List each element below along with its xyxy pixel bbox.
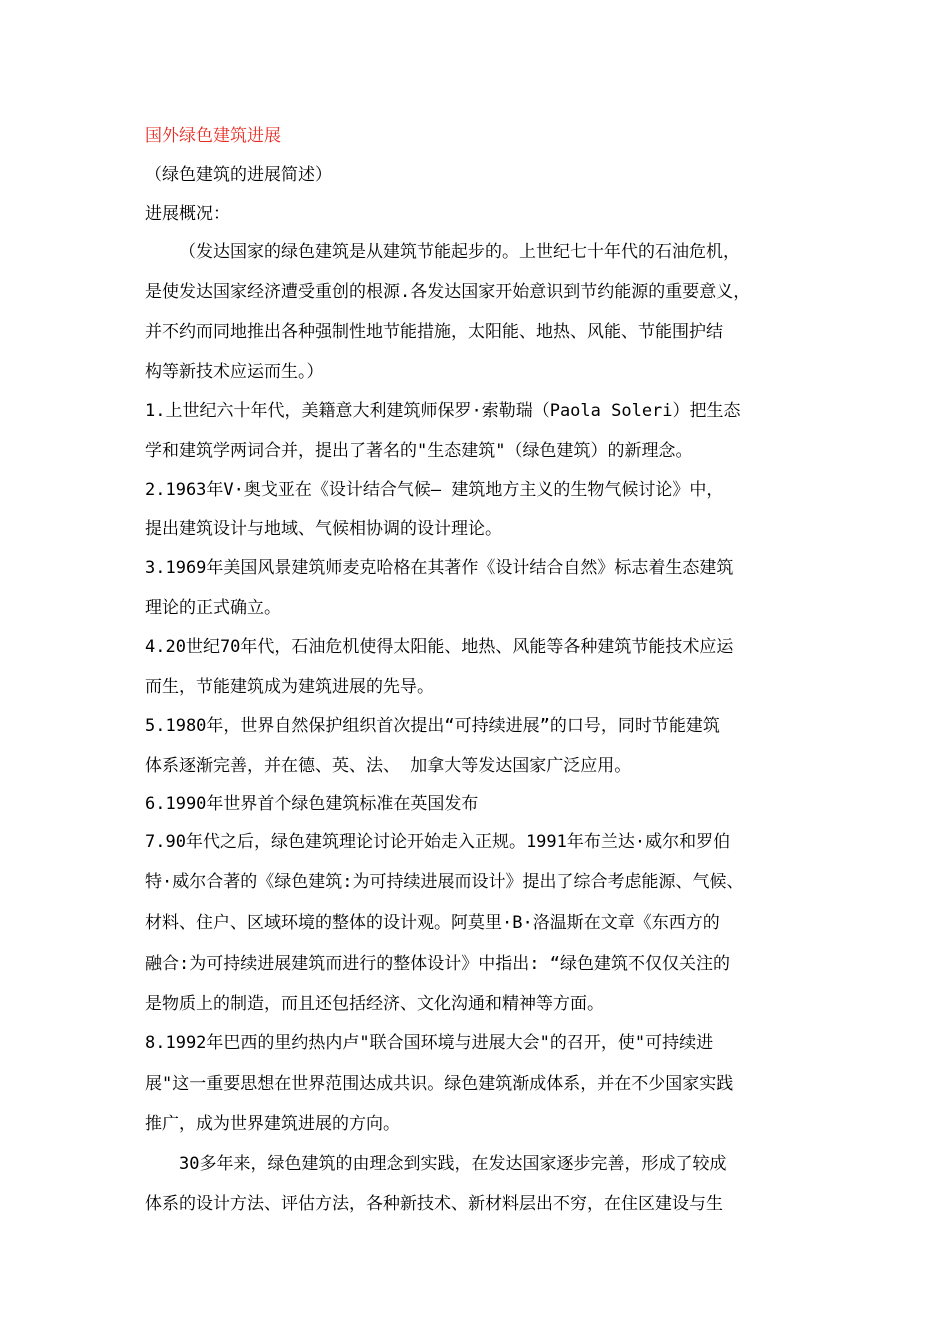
list-item-line: 3.1969年美国风景建筑师麦克哈格在其著作《设计结合自然》标志着生态建筑	[145, 558, 734, 578]
list-item-line: 2.1963年V·奥戈亚在《设计结合气候— 建筑地方主义的生物气候讨论》中，	[145, 480, 724, 500]
list-item-line: 8.1992年巴西的里约热内卢"联合国环境与进展大会"的召开，使"可持续进	[145, 1033, 714, 1053]
intro-line: 是使发达国家经济遭受重创的根源.各发达国家开始意识到节约能源的重要意义，	[145, 282, 751, 302]
closing-line: 30多年来，绿色建筑的由理念到实践，在发达国家逐步完善，形成了较成	[179, 1154, 727, 1174]
list-item-line: 而生，节能建筑成为建筑进展的先导。	[145, 677, 434, 697]
list-item-line: 1.上世纪六十年代，美籍意大利建筑师保罗·索勒瑞（Paola Soleri）把生态	[145, 401, 741, 421]
list-item-line: 提出建筑设计与地域、气候相协调的设计理论。	[145, 519, 502, 539]
list-item-line: 4.20世纪70年代，石油危机使得太阳能、地热、风能等各种建筑节能技术应运	[145, 637, 734, 657]
list-item-line: 推广，成为世界建筑进展的方向。	[145, 1114, 400, 1134]
list-item-line: 融合:为可持续进展建筑而进行的整体设计》中指出: “绿色建筑不仅仅关注的	[145, 954, 730, 974]
list-item-line: 学和建筑学两词合并，提出了著名的"生态建筑"（绿色建筑）的新理念。	[145, 441, 693, 461]
list-item-line: 理论的正式确立。	[145, 598, 281, 618]
list-item-line: 特·威尔合著的《绿色建筑:为可持续进展而设计》提出了综合考虑能源、气候、	[145, 872, 744, 892]
section-heading: 进展概况：	[145, 204, 230, 224]
list-item-line: 体系逐渐完善，并在德、英、法、 加拿大等发达国家广泛应用。	[145, 756, 632, 776]
list-item-line: 6.1990年世界首个绿色建筑标准在英国发布	[145, 794, 479, 814]
list-item-line: 5.1980年，世界自然保护组织首次提出“可持续进展”的口号，同时节能建筑	[145, 716, 720, 736]
intro-line: （发达国家的绿色建筑是从建筑节能起步的。上世纪七十年代的石油危机，	[179, 242, 740, 262]
list-item-line: 是物质上的制造，而且还包括经济、文化沟通和精神等方面。	[145, 994, 604, 1014]
list-item-line: 7.90年代之后，绿色建筑理论讨论开始走入正规。1991年布兰达·威尔和罗伯	[145, 832, 731, 852]
intro-line: 构等新技术应运而生。）	[145, 362, 324, 382]
document-subtitle: （绿色建筑的进展简述）	[145, 165, 332, 185]
closing-line: 体系的设计方法、评估方法，各种新技术、新材料层出不穷，在住区建设与生	[145, 1194, 723, 1214]
intro-line: 并不约而同地推出各种强制性地节能措施，太阳能、地热、风能、节能围护结	[145, 322, 723, 342]
document-title: 国外绿色建筑进展	[145, 126, 281, 146]
list-item-line: 展"这一重要思想在世界范围达成共识。绿色建筑渐成体系，并在不少国家实践	[145, 1074, 734, 1094]
list-item-line: 材料、住户、区域环境的整体的设计观。阿莫里·B·洛温斯在文章《东西方的	[145, 913, 720, 933]
